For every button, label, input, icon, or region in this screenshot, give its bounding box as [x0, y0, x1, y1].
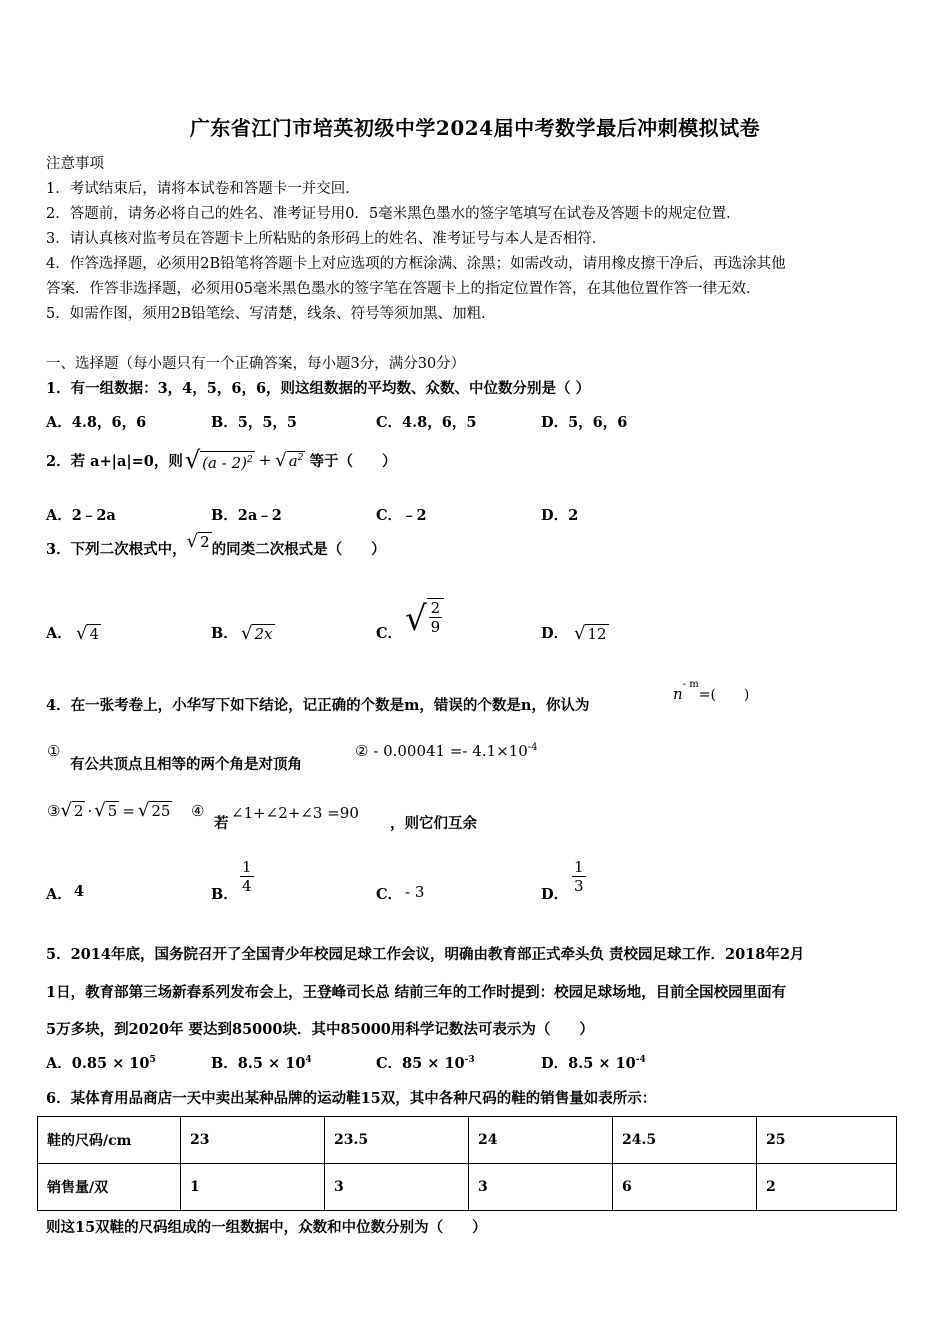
notice-item: 3．请认真核对监考员在答题卡上所粘贴的条形码上的姓名、准考证号与本人是否相符． [46, 231, 607, 247]
q3-option-b-value: √ 2x [241, 623, 273, 644]
q4-option-a-label: A． [46, 886, 72, 903]
q4-statement-2-mark: ② [355, 742, 369, 760]
q3-d-radicand: 12 [587, 625, 607, 643]
q5-option-c-exp: -3 [464, 1055, 475, 1066]
q4-option-b-label: B． [211, 886, 238, 903]
q5-option-b-exp: 4 [305, 1055, 312, 1066]
q3-option-c-value: √ $\frac{2}{9}$ [405, 598, 444, 636]
question-5-line-1: 5．2014年底，国务院召开了全国青少年校园足球工作会议，明确由教育部正式牵头负 责校园足球工作．2018年2月 [46, 946, 805, 963]
q5-option-d-text: D．8.5 × 10 [541, 1055, 636, 1072]
q2-sqrt-2: √ $a^2$ [275, 449, 304, 471]
table-cell: 2 [757, 1164, 897, 1211]
q1-option-c: C．4.8，6，5 [376, 414, 477, 431]
q5-option-d-exp: -4 [635, 1055, 646, 1066]
q4-expr-base: n [673, 685, 683, 703]
q5-option-c-text: C．85 × 10 [376, 1055, 465, 1072]
q4-b-den: 4 [242, 877, 252, 895]
table-cell: 3 [325, 1164, 469, 1211]
question-6-follow: 则这15双鞋的尺码组成的一组数据中，众数和中位数分别为（ ） [46, 1219, 487, 1236]
q4-statement-1-mark: ① [47, 742, 61, 760]
question-6-stem: 6．某体育用品商店一天中卖出某种品牌的运动鞋15双，其中各种尺码的鞋的销售量如表所示： [46, 1090, 657, 1107]
q1-option-d: D．5，6，6 [541, 414, 628, 431]
table-cell: 3 [469, 1164, 613, 1211]
table-cell: 24.5 [613, 1117, 757, 1164]
q5-option-d [541, 1052, 646, 1073]
q3-pre: 3．下列二次根式中， [46, 541, 187, 558]
q4-option-d-value [572, 858, 586, 895]
table-cell: 23 [181, 1117, 325, 1164]
question-2-stem [46, 448, 396, 472]
q5-option-a-text: A．0.85 × 10 [46, 1055, 150, 1072]
q4-option-c-label: C． [376, 886, 403, 903]
table-row [38, 1117, 897, 1164]
q4-s3-b: 5 [107, 802, 118, 820]
q2-radicand-2: a [288, 451, 298, 470]
question-4-stem: 4．在一张考卷上，小华写下如下结论，记正确的个数是m，错误的个数是n，你认为 [46, 697, 590, 714]
q2-radicand-1: (a - 2) [202, 454, 247, 472]
notice-item: 5．如需作图，须用2B铅笔绘、写清楚，线条、符号等须加黑、加粗． [46, 306, 496, 322]
q2-pre: 2．若 a+|a|=0，则 [46, 452, 183, 470]
notice-item: 2．答题前，请务必将自己的姓名、准考证号用0．5毫米黑色墨水的签字笔填写在试卷及答题卡的规定位置． [46, 206, 741, 222]
q4-expr-exp: - m [682, 679, 699, 691]
page-title: 广东省江门市培英初级中学2024届中考数学最后冲刺模拟试卷 [189, 116, 761, 140]
q2-option-d: D．2 [541, 507, 579, 524]
q5-option-b-text: B．8.5 × 10 [211, 1055, 306, 1072]
q2-post: 等于（ ） [309, 452, 397, 470]
q4-s3-c: 25 [151, 802, 171, 820]
q4-b-num: 1 [242, 858, 252, 876]
q2-option-b: B．2a﹣2 [211, 507, 282, 524]
table-cell: 销售量/双 [38, 1164, 181, 1211]
q1-option-a: A．4.8，6，6 [46, 414, 147, 431]
q4-s3-a: 2 [73, 802, 84, 820]
q3-option-c-label: C． [376, 625, 403, 642]
q3-sqrt-2: √ 2 [186, 531, 210, 552]
q4-statement-1-text: 有公共顶点且相等的两个角是对顶角 [70, 756, 302, 773]
q4-d-num: 1 [574, 858, 584, 876]
table-cell: 鞋的尺码/cm [38, 1117, 181, 1164]
notice-item: 4．作答选择题，必须用2B铅笔将答题卡上对应选项的方框涂满、涂黑；如需改动，请用橡皮擦干净后，再选涂其他 [46, 256, 786, 272]
q2-option-a: A．2﹣2a [46, 507, 116, 524]
q3-option-d-label: D． [541, 625, 569, 642]
q2-option-c: C．﹣2 [376, 507, 427, 524]
q3-c-den: 9 [430, 618, 441, 636]
q3-option-d-value: √ 12 [574, 623, 607, 644]
notice-item: 1．考试结束后，请将本试卷和答题卡一并交回． [46, 181, 360, 197]
q3-post: 的同类二次根式是（ ） [211, 541, 386, 558]
q5-option-a [46, 1052, 156, 1073]
shoe-size-table [37, 1116, 897, 1211]
q2-sqrt-1: √ (a - 2)$^2$ [184, 446, 253, 474]
q3-b-radicand: 2x [254, 625, 273, 643]
notice-item: 答案．作答非选择题，必须用05毫米黑色墨水的签字笔在答题卡上的指定位置作答，在其他位置作答一律无效． [46, 281, 761, 297]
q4-d-den: 3 [574, 877, 584, 895]
q3-root: 2 [200, 533, 210, 551]
section-heading: 一、选择题（每小题只有一个正确答案，每小题3分，满分30分） [46, 356, 466, 372]
table-cell: 6 [613, 1164, 757, 1211]
table-row [38, 1164, 897, 1211]
q4-option-a-value: 4 [74, 883, 85, 900]
q4-statement-4-pre: 若 [214, 815, 229, 832]
question-5-line-3: 5万多块，到2020年 要达到85000块．其中85000用科学记数法可表示为（ ） [46, 1021, 594, 1038]
q1-option-b: B．5，5，5 [211, 414, 298, 431]
question-3-stem [46, 531, 386, 559]
table-cell: 24 [469, 1117, 613, 1164]
q5-option-c [376, 1052, 475, 1073]
table-cell: 23.5 [325, 1117, 469, 1164]
q3-option-b-label: B． [211, 625, 238, 642]
q2-exp-1: 2 [246, 455, 253, 465]
q3-option-a-value: √ 4 [76, 623, 100, 644]
q4-s3-dot: · [87, 802, 93, 820]
q3-c-num: 2 [430, 599, 441, 617]
question-1-stem: 1．有一组数据：3，4，5，6，6，则这组数据的平均数、众数、中位数分别是（ ） [46, 380, 591, 397]
table-cell: 25 [757, 1117, 897, 1164]
q4-expr-tail: =( ) [698, 687, 750, 703]
q2-exp-2: 2 [297, 452, 304, 463]
q3-a-radicand: 4 [89, 625, 100, 643]
q5-option-a-exp: 5 [149, 1055, 156, 1066]
question-5-line-2: 1日，教育部第三场新春系列发布会上，王登峰司长总 结前三年的工作时提到：校园足球场地，目前全国校园里面有 [46, 984, 787, 1001]
q4-statement-4-post: ，则它们互余 [390, 815, 477, 832]
q4-option-d-label: D． [541, 886, 569, 903]
q4-s3-eq: = [122, 802, 135, 820]
q2-plus: + [258, 451, 272, 469]
table-cell: 1 [181, 1164, 325, 1211]
q4-statement-3: ③ √ 2 · √ 5 = √ 25 [47, 800, 171, 821]
q4-statement-3-mark: ③ [47, 802, 61, 820]
q5-option-b [211, 1052, 312, 1073]
q4-statement-2-exp: -4 [527, 742, 538, 753]
q4-statement-2-expr: - 0.00041 =- 4.1×10 [373, 742, 528, 760]
q4-option-c-value: - 3 [405, 883, 425, 901]
q4-option-b-value [240, 858, 254, 895]
q3-option-a-label: A． [46, 625, 72, 642]
q4-statement-4-mark: ④ [191, 802, 205, 820]
q4-statement-4-expr: ∠1+∠2+∠3 =90 [231, 804, 359, 822]
q4-statement-2 [355, 742, 538, 760]
notice-heading: 注意事项 [46, 156, 104, 172]
q4-expression [673, 679, 750, 704]
